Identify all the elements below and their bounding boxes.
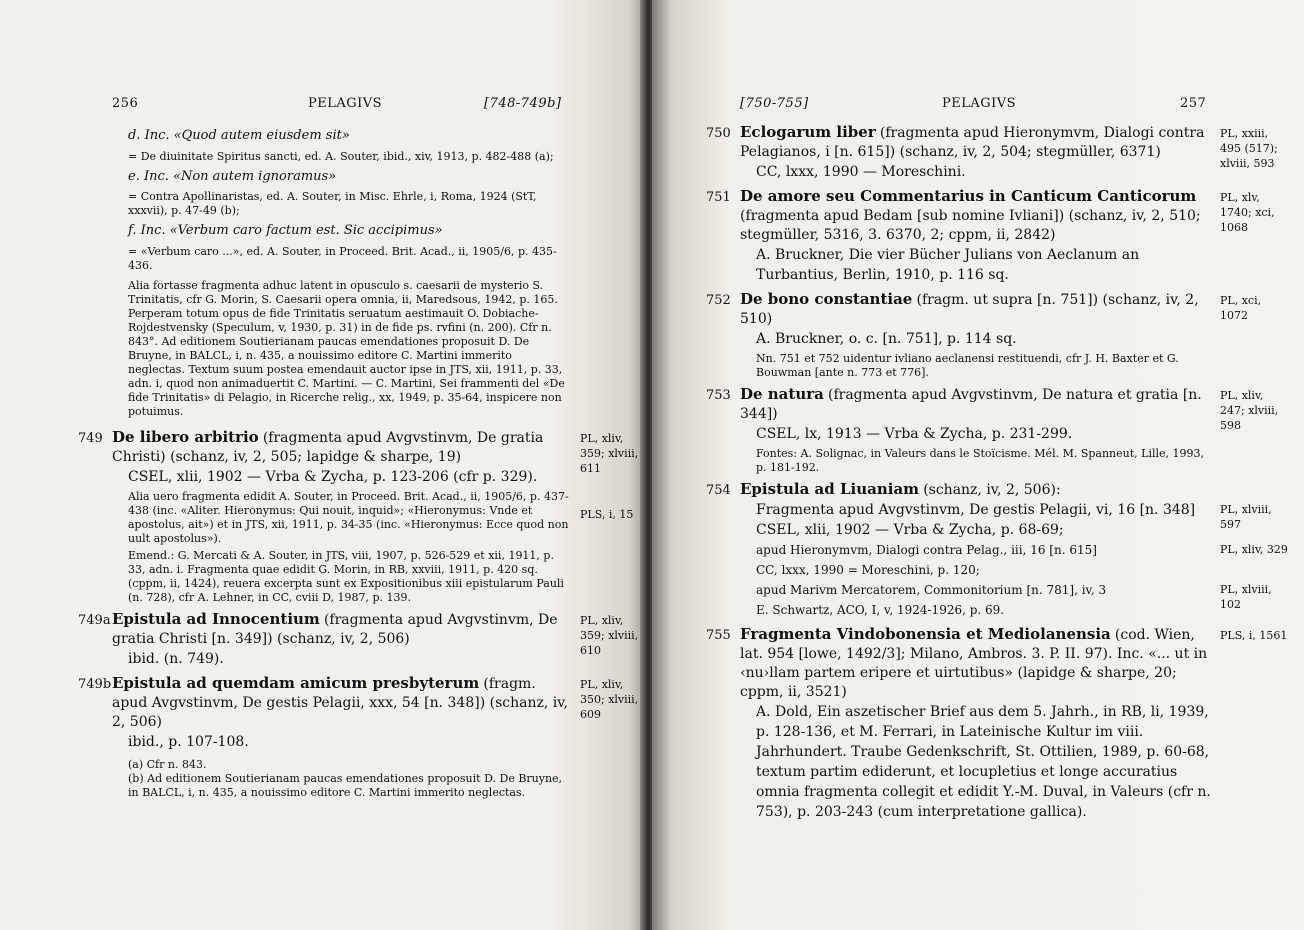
entry-pls-reference: PLS, i, 15: [580, 507, 634, 521]
left-range: [748-749b]: [484, 96, 562, 111]
left-page-number: 256: [112, 96, 139, 111]
entry-755: [706, 624, 1288, 822]
entry-edition: CSEL, xlii, 1902 — Vrba & Zycha, p. 123-206 (cfr p. 329).: [128, 468, 538, 485]
right-running-title: PELAGIVS: [942, 96, 1017, 111]
entry-pl-reference: PL, xliv, 359; xlviii, 610: [580, 613, 639, 657]
entry-number: 749a: [78, 612, 111, 628]
item-e: e. Inc. «Non autem ignoramus»: [128, 168, 337, 184]
entry-pls-reference: PLS, i, 1561: [1220, 628, 1288, 642]
note-748: Alia fortasse fragmenta adhuc latent in opusculo s. caesarii de mysterio S. Trinitatis, cfr G. Morin, S. Caesarii opera omnia, ii, Maredsous, 1942, p. 165. Perperam totum opus de fide Trinitatis seruatum aestimauit O. Dobiache-Rojdestvensky (Speculum, v, 1930, p. 31) in de fide ps. rvfini (n. 200). Cfr n. 843°. Ad editionem Soutierianam paucas emendationes proposuit D. De Bruyne, in BALCL, i, n. 435, a nouissimo editore C. Martini immerito neglectas. Textum suum postea emendauit auctor ipse in JTS, xii, 1911, p. 33, adn. i, quod non animaduertit C. Martini. — C. Martini, Sei frammenti del «De fide Trinitatis» di Pelagio, in Ricerche relig., xx, 1949, p. 35-64, inspicere non potuimus.: [128, 278, 565, 418]
line-reference: PL, xliv, 329: [1220, 542, 1288, 556]
entry-number: 754: [706, 482, 731, 498]
entry-title: De bono constantiae: [740, 289, 913, 308]
entry-number: 752: [706, 292, 731, 308]
item-d-ed: = De diuinitate Spiritus sancti, ed. A. Souter, ibid., xiv, 1913, p. 482-488 (a);: [128, 149, 554, 163]
entry-emend: Emend.: G. Mercati & A. Souter, in JTS, viii, 1907, p. 526-529 et xii, 1911, p. 33, adn. i. Fragmenta quae edidit G. Morin, in RB, xxviii, 1911, p. 420 sq. (cppm, ii, 1424), reuera excerpta sunt ex Expositionibus xiii epistularum Pauli (n. 728), cfr A. Lehner, in CC, cviii D, 1987, p. 139.: [128, 548, 564, 604]
entry-desc: (fragmenta apud Avgvstinvm, De gratia Christi [n. 349]) (schanz, iv, 2, 506): [112, 611, 558, 647]
entry-edition: A. Bruckner, Die vier Bücher Julians von Aeclanum an Turbantius, Berlin, 1910, p. 116 sq.: [756, 246, 1140, 283]
footnote-b: (b) Ad editionem Soutierianam paucas emendationes proposuit D. De Bruyne, in BALCL, i, n. 435, a nouissimo editore C. Martini immerito neglectas.: [128, 771, 563, 799]
entry-number: 751: [706, 190, 731, 205]
entry-note: Alia uero fragmenta edidit A. Souter, in Proceed. Brit. Acad., ii, 1905/6, p. 437-438 (inc. «Aliter. Hieronymus: Qui nouit, inquid»; «Hieronymus: Vnde et apostolus, ait») et in JTS, xii, 1911, p. 34-35 (inc. «Hieronymus: Ecce quod non uult apostolus»).: [128, 489, 569, 545]
line-reference: PL, xlviii, 102: [1220, 582, 1272, 611]
entry-fontes: Fontes: A. Solignac, in Valeurs dans le Stoïcisme. Mél. M. Spanneut, Lille, 1993, p. 181-192.: [756, 446, 1204, 474]
entry-pl-reference: PL, xliv, 247; xlviii, 598: [1220, 388, 1279, 432]
left-running-title: PELAGIVS: [308, 96, 383, 111]
entry-desc: (fragm. apud Avgvstinvm, De gestis Pelagii, xxx, 54 [n. 348]) (schanz, iv, 2, 506): [112, 675, 568, 730]
entry-edition: CC, lxxx, 1990 — Moreschini.: [756, 164, 966, 180]
entry-edition: ibid. (n. 749).: [128, 650, 224, 667]
entry-749a: [78, 609, 639, 669]
entry-number: 755: [706, 627, 731, 643]
entry-752: [706, 289, 1262, 380]
entry-note: Nn. 751 et 752 uidentur ivliano aeclanensi restituendi, cfr J. H. Baxter et G. Bouwman [ante n. 773 et 776].: [756, 351, 1179, 379]
entry-750: [706, 123, 1278, 182]
entry-title: Epistula ad Innocentium: [112, 609, 320, 628]
footnotes: [112, 758, 572, 800]
entry-751: [706, 187, 1275, 285]
line-text: E. Schwartz, ACO, I, v, 1924-1926, p. 69.: [756, 602, 1005, 617]
right-page-number: 257: [1180, 96, 1207, 111]
entry-754-line: [740, 560, 1212, 580]
line-text: apud Marivm Mercatorem, Commonitorium [n. 781], iv, 3: [756, 582, 1107, 597]
entry-desc: (fragm. ut supra [n. 751]) (schanz, iv, 2, 510): [740, 291, 1199, 327]
item-f-ed: = «Verbum caro ...», ed. A. Souter, in Proceed. Brit. Acad., ii, 1905/6, p. 435-436.: [128, 244, 557, 272]
entry-title: Fragmenta Vindobonensia et Mediolanensia: [740, 624, 1111, 643]
line-reference: PL, xlviii, 597: [1220, 502, 1272, 531]
entry-754-line: [740, 600, 1212, 620]
entry-753: [706, 384, 1279, 475]
item-d: d. Inc. «Quod autem eiusdem sit»: [128, 128, 350, 143]
entry-desc: (schanz, iv, 2, 506):: [923, 481, 1061, 498]
entry-number: 750: [706, 126, 731, 141]
entry-749: [78, 427, 639, 605]
right-page: [652, 0, 1304, 930]
item-e-ed: = Contra Apollinaristas, ed. A. Souter, in Misc. Ehrle, i, Roma, 1924 (StT, xxxvii), p. 47-49 (b);: [128, 190, 537, 217]
entry-pl-reference: PL, xliv, 350; xlviii, 609: [580, 677, 639, 721]
entry-754-line: [740, 520, 1212, 540]
left-page: [0, 0, 648, 930]
entry-desc: (fragmenta apud Avgvstinvm, De natura et gratia [n. 344]): [740, 386, 1202, 422]
entry-pl-reference: PL, xliv, 359; xlviii, 611: [580, 431, 639, 475]
entry-desc: (fragmenta apud Avgvstinvm, De gratia Christi) (schanz, iv, 2, 505; lapidge & sharpe, 19): [112, 429, 544, 465]
entry-title: Epistula ad Liuaniam: [740, 479, 920, 498]
entry-754: [706, 479, 1288, 620]
entry-desc: (fragmenta apud Bedam [sub nomine Ivliani]) (schanz, iv, 2, 510; stegmüller, 5316, 3. 6370, 2; cppm, ii, 2842): [740, 207, 1201, 243]
entry-edition: A. Dold, Ein aszetischer Brief aus dem 5. Jahrh., in RB, li, 1939, p. 128-136, et M. Ferrari, in Lateinische Kultur im viii. Jahrhundert. Traube Gedenkschrift, St. Ottilien, 1989, p. 60-68, textum partim ediderunt, et locupletius et longe accuratius omnia fragmenta collegit et edidit Y.-M. Duval, in Valeurs (cfr n. 753), p. 203-243 (cum interpretatione gallica).: [756, 703, 1211, 820]
line-text: CSEL, xlii, 1902 — Vrba & Zycha, p. 68-69;: [756, 521, 1064, 538]
entry-754-line: [740, 540, 1288, 560]
entry-number: 749: [78, 430, 103, 446]
entry-title: Eclogarum liber: [740, 123, 876, 141]
right-content: [706, 123, 1288, 828]
footnote-a: (a) Cfr n. 843.: [128, 757, 207, 771]
entry-desc: (fragmenta apud Hieronymvm, Dialogi contra Pelagianos, i [n. 615]) (schanz, iv, 2, 504; stegmüller, 6371): [740, 125, 1205, 160]
entry-pl-reference: PL, xlv, 1740; xci, 1068: [1220, 191, 1275, 234]
entry-title: De libero arbitrio: [112, 427, 259, 446]
item-f: f. Inc. «Verbum caro factum est. Sic accipimus»: [128, 223, 443, 238]
left-content: [78, 128, 639, 800]
line-text: Fragmenta apud Avgvstinvm, De gestis Pelagii, vi, 16 [n. 348]: [756, 501, 1196, 518]
entry-pl-reference: PL, xxiii, 495 (517); xlviii, 593: [1220, 127, 1278, 170]
line-text: CC, lxxx, 1990 = Moreschini, p. 120;: [756, 562, 980, 577]
entry-title: Epistula ad quemdam amicum presbyterum: [112, 673, 480, 692]
entry-desc: (cod. Wien, lat. 954 [lowe, 1492/3]; Milano, Ambros. 3. P. II. 97). Inc. «... ut in ‹nu›llam partem eripere et uirtutibus» (lapidge & sharpe, 20; cppm, ii, 3521): [740, 626, 1208, 700]
entry-edition: ibid., p. 107-108.: [128, 733, 249, 750]
entry-pl-reference: PL, xci, 1072: [1220, 293, 1262, 322]
entry-title: De amore seu Commentarius in Canticum Canticorum: [740, 187, 1197, 205]
entry-title: De natura: [740, 384, 824, 403]
entry-749b: [78, 673, 639, 752]
line-text: apud Hieronymvm, Dialogi contra Pelag., iii, 16 [n. 615]: [756, 542, 1097, 557]
entry-edition: A. Bruckner, o. c. [n. 751], p. 114 sq.: [756, 330, 1017, 347]
right-range: [750-755]: [740, 96, 809, 111]
entry-number: 749b: [78, 676, 112, 692]
entry-number: 753: [706, 387, 731, 403]
entry-edition: CSEL, lx, 1913 — Vrba & Zycha, p. 231-299.: [756, 425, 1073, 442]
